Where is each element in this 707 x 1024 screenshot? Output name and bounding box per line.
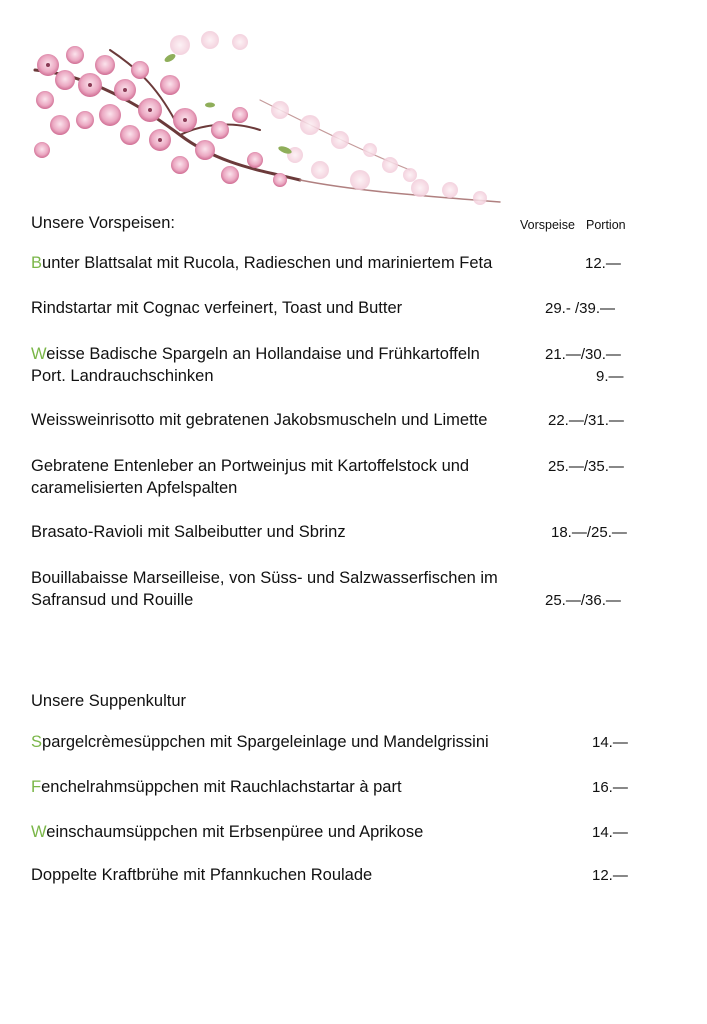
menu-item-price: 18.—/25.— [551, 524, 627, 541]
menu-item-price: 25.—/35.— [548, 458, 624, 475]
menu-item-name: Gebratene Entenleber an Portweinjus mit Kartoffelstock und [31, 457, 470, 475]
menu-item-price: 14.— [592, 824, 628, 841]
menu-item-name-cont: Safransud und Rouille [31, 591, 194, 609]
column-label-vorspeise: Vorspeise [520, 218, 575, 232]
menu-item-name: Fenchelrahmsüppchen mit Rauchlachstartar à part [31, 778, 402, 796]
menu-item-addon: Port. Landrauchschinken [31, 367, 214, 385]
menu-item-name: Bouillabaisse Marseilleise, von Süss- und Salzwasserfischen im [31, 569, 498, 587]
menu-item-price: 29.- /39.— [545, 300, 616, 317]
menu-item-name: Rindstartar mit Cognac verfeinert, Toast und Butter [31, 299, 403, 317]
menu-item-name: Weisse Badische Spargeln an Hollandaise und Frühkartoffeln [31, 345, 480, 363]
menu-item-name: Weissweinrisotto mit gebratenen Jakobsmuscheln und Limette [31, 411, 488, 429]
cherry-blossom-image [30, 30, 540, 208]
menu-item-price: 14.— [592, 734, 628, 751]
initial-letter: S [31, 733, 43, 751]
menu-item-price: 21.—/30.— [545, 346, 621, 363]
menu-item-name: Spargelcrèmesüppchen mit Spargeleinlage und Mandelgrissini [31, 733, 489, 751]
menu-item-addon-price: 9.— [596, 368, 624, 385]
menu-item-name: Brasato-Ravioli mit Salbeibutter und Sbrinz [31, 523, 346, 541]
initial-letter: F [31, 778, 42, 796]
initial-letter: W [31, 345, 47, 363]
menu-item-name: Bunter Blattsalat mit Rucola, Radieschen und mariniertem Feta [31, 254, 493, 272]
menu-item-price: 25.—/36.— [545, 592, 621, 609]
menu-item-price: 22.—/31.— [548, 412, 624, 429]
menu-item-name-cont: caramelisierten Apfelspalten [31, 479, 238, 497]
column-label-portion: Portion [586, 218, 626, 232]
starters-heading: Unsere Vorspeisen: [31, 214, 175, 232]
menu-item-name: Weinschaumsüppchen mit Erbsenpüree und Aprikose [31, 823, 424, 841]
initial-letter: B [31, 254, 43, 272]
menu-item-price: 16.— [592, 779, 628, 796]
menu-item-price: 12.— [585, 255, 621, 272]
initial-letter: W [31, 823, 47, 841]
menu-item-price: 12.— [592, 867, 628, 884]
menu-item-name: Doppelte Kraftbrühe mit Pfannkuchen Roulade [31, 866, 373, 884]
soups-heading: Unsere Suppenkultur [31, 692, 187, 710]
